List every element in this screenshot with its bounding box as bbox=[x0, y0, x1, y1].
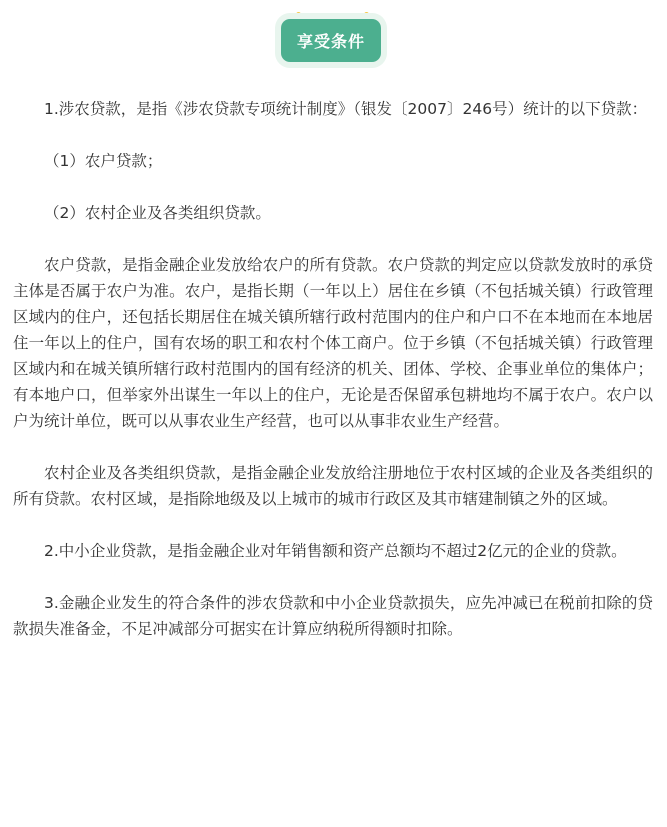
paragraph-sme-loans: 2.中小企业贷款，是指金融企业对年销售额和资产总额均不超过2亿元的企业的贷款。 bbox=[44, 542, 627, 560]
article-body bbox=[13, 96, 653, 642]
paragraph-household-loans: 农户贷款，是指金融企业发放给农户的所有贷款。农户贷款的判定应以贷款发放时的承贷主体是否属于农户为准。农户，是指长期（一年以上）居住在乡镇（不包括城关镇）行政管理区域内的住户，还包括长期居住在城关镇所辖行政村范围内的住户和户口不在本地而在本地居住一年以上的住户，国有农场的职工和农村个体工商户。位于乡镇（不包括城关镇）行政管理区域内和在城关镇所辖行政村范围内的国有经济的机关、团体、学校、企事业单位的集体户；有本地户口，但举家外出谋生一年以上的住户，无论是否保留承包耕地均不属于农户。农户以户为统计单位，既可以从事农业生产经营，也可以从事非农业生产经营。 bbox=[13, 256, 653, 430]
section-title: 享受条件 bbox=[296, 32, 365, 51]
paragraph-definition: 1.涉农贷款，是指《涉农贷款专项统计制度》（银发〔2007〕246号）统计的以下贷款： bbox=[44, 100, 648, 118]
list-item-1: （1）农户贷款； bbox=[44, 152, 163, 170]
section-title-badge bbox=[281, 19, 381, 62]
list-item-2: （2）农村企业及各类组织贷款。 bbox=[44, 204, 271, 222]
paragraph-rural-enterprise-loans: 农村企业及各类组织贷款，是指金融企业发放给注册地位于农村区域的企业及各类组织的所有贷款。农村区域，是指除地级及以上城市的城市行政区及其市辖建制镇之外的区域。 bbox=[13, 464, 653, 508]
paragraph-loss-deduction: 3.金融企业发生的符合条件的涉农贷款和中小企业贷款损失，应先冲减已在税前扣除的贷款损失准备金，不足冲减部分可据实在计算应纳税所得额时扣除。 bbox=[13, 594, 653, 638]
section-header bbox=[0, 0, 667, 70]
